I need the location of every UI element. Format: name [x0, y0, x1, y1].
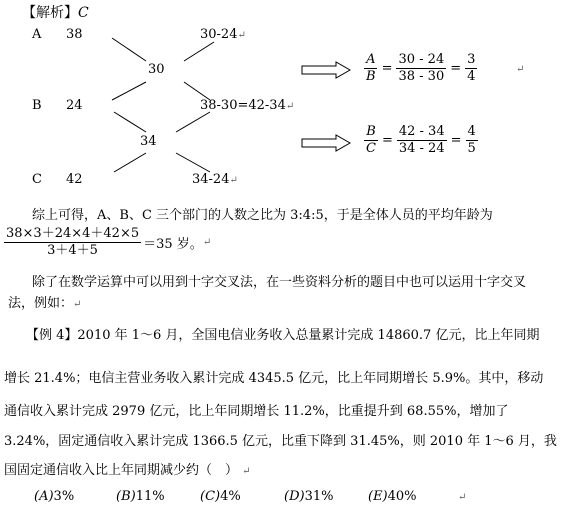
example-line-4: 3.24%，固定通信收入累计完成 1366.5 亿元，比重下降到 31.45%，则 2010 年 1～6 月，我 — [4, 434, 557, 449]
average-formula: $\frac{38\times 3+24\times 4+42\times 5}{3+4+5}$ ＝35 岁。 ↵ — [6, 226, 212, 258]
example-line-3: 通信收入累计完成 2979 亿元，比上年同期增长 11.2%，比重提升到 68.55%，增加了 — [4, 404, 509, 419]
answer-letter: C — [78, 5, 89, 21]
mid-value-2: 34 — [140, 134, 157, 149]
arrow-icon-2 — [302, 135, 350, 151]
label-c: C — [32, 172, 42, 187]
paragraph-line-1: 除了在数学运算中可以用到十字交叉法，在一些资料分析的题目中也可以运用十字交叉 — [32, 275, 527, 290]
diff-a: 30-24↵ — [200, 27, 246, 42]
mid-value-1: 30 — [148, 62, 165, 77]
label-b: B — [32, 98, 42, 113]
option-a[interactable]: (A)3% — [34, 489, 75, 504]
value-b: 24 — [66, 98, 83, 113]
example-line-5: 国固定通信收入比上年同期减少约（ ） ↵ — [4, 463, 251, 478]
label-a: A — [32, 27, 42, 42]
return-mark-options: ↵ — [458, 492, 467, 503]
ratio-equation-bc: $\frac{B}{C}$ = $\frac{42 - 34}{34 - 24}$ = $\frac{4}{5}$ — [366, 124, 476, 156]
value-c: 42 — [66, 172, 83, 187]
option-d[interactable]: (D)31% — [284, 489, 334, 504]
value-a: 38 — [66, 27, 83, 42]
diff-b: 38-30=42-34↵ — [200, 98, 295, 113]
option-b[interactable]: (B)11% — [116, 489, 165, 504]
solution-label: 【解析】 — [22, 5, 78, 21]
return-mark: ↵ — [516, 64, 525, 75]
option-e[interactable]: (E)40% — [368, 489, 417, 504]
example-line-2: 增长 21.4%；电信主营业务收入累计完成 4345.5 亿元，比上年同期增长 5.9%。其中，移动 — [4, 371, 544, 386]
example-line-1: 【例 4】2010 年 1～6 月，全国电信业务收入总量累计完成 14860.7 亿元，比上年同期 — [26, 328, 540, 343]
summary-text: 综上可得，A、B、C 三个部门的人数之比为 3:4:5，于是全体人员的平均年龄为 — [32, 208, 493, 223]
arrow-icon-1 — [302, 62, 350, 78]
diff-c: 34-24↵ — [192, 172, 238, 187]
ratio-equation-ab: $\frac{A}{B}$ = $\frac{30 - 24}{38 - 30}$ = $\frac{3}{4}$ — [366, 52, 476, 84]
paragraph-line-2: 法，例如：↵ — [8, 296, 82, 311]
option-c[interactable]: (C)4% — [200, 489, 241, 504]
